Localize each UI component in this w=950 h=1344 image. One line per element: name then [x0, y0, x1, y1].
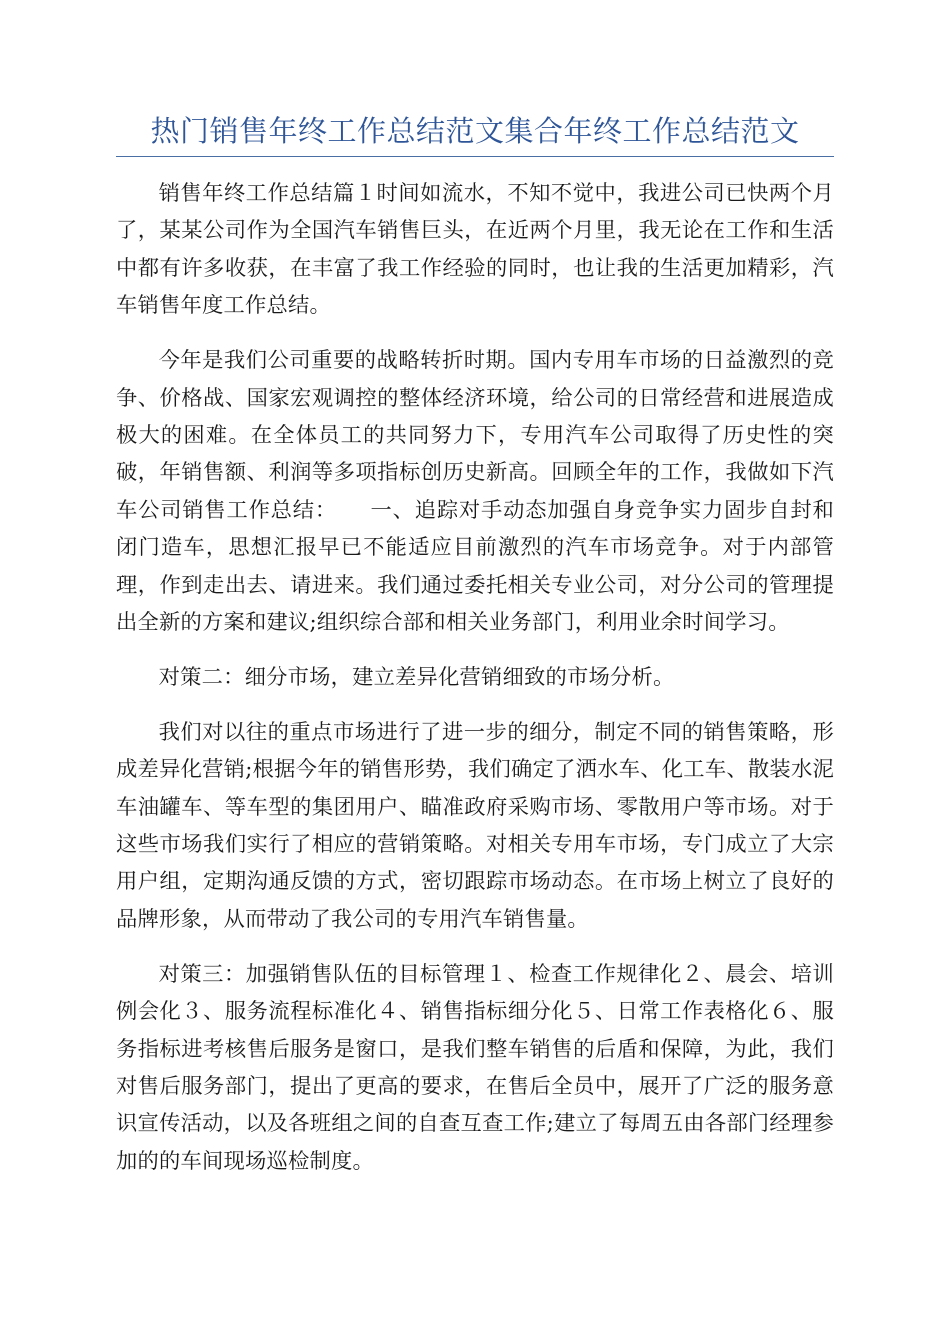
document-title: 热门销售年终工作总结范文集合年终工作总结范文: [150, 114, 800, 148]
document-body: [116, 175, 834, 1198]
paragraph-strategy: 今年是我们公司重要的战略转折时期。国内专用车市场的日益激烈的竞争、价格战、国家宏观调控的整体经济环境，给公司的日常经营和进展造成极大的困难。在全体员工的共同努力下，专用汽车公司取得了历史性的突破，年销售额、利润等多项指标创历史新高。回顾全年的工作，我做如下汽车公司销售工作总结： 一、追踪对手动态加强自身竞争实力固步自封和闭门造车，思想汇报早已不能适应目前激烈的汽车市场竞争。对于内部管理，作到走出去、请进来。我们通过委托相关专业公司，对分公司的管理提出全新的方案和建议;组织综合部和相关业务部门，利用业余时间学习。: [116, 348, 834, 635]
paragraph-intro: 销售年终工作总结篇１时间如流水，不知不觉中，我进公司已快两个月了，某某公司作为全国汽车销售巨头，在近两个月里，我无论在工作和生活中都有许多收获，在丰富了我工作经验的同时，也让我的生活更加精彩，汽车销售年度工作总结。: [116, 181, 834, 319]
paragraph-strategy-three: 对策三：加强销售队伍的目标管理１、检查工作规律化２、晨会、培训例会化３、服务流程标准化４、销售指标细分化５、日常工作表格化６、服务指标进考核售后服务是窗口，是我们整车销售的后盾和保障，为此，我们对售后服务部门，提出了更高的要求，在售后全员中，展开了广泛的服务意识宣传活动，以及各班组之间的自查互查工作;建立了每周五由各部门经理参加的的车间现场巡检制度。: [116, 961, 834, 1174]
title-block: [116, 108, 834, 157]
paragraph-market-segmentation: 我们对以往的重点市场进行了进一步的细分，制定不同的销售策略，形成差异化营销;根据今年的销售形势，我们确定了洒水车、化工车、散装水泥车油罐车、等车型的集团用户、瞄准政府采购市场、零散用户等市场。对于这些市场我们实行了相应的营销策略。对相关专用车市场，专门成立了大宗用户组，定期沟通反馈的方式，密切跟踪市场动态。在市场上树立了良好的品牌形象，从而带动了我公司的专用汽车销售量。: [116, 719, 834, 932]
paragraph-strategy-two-heading: 对策二：细分市场，建立差异化营销细致的市场分析。: [158, 664, 675, 690]
